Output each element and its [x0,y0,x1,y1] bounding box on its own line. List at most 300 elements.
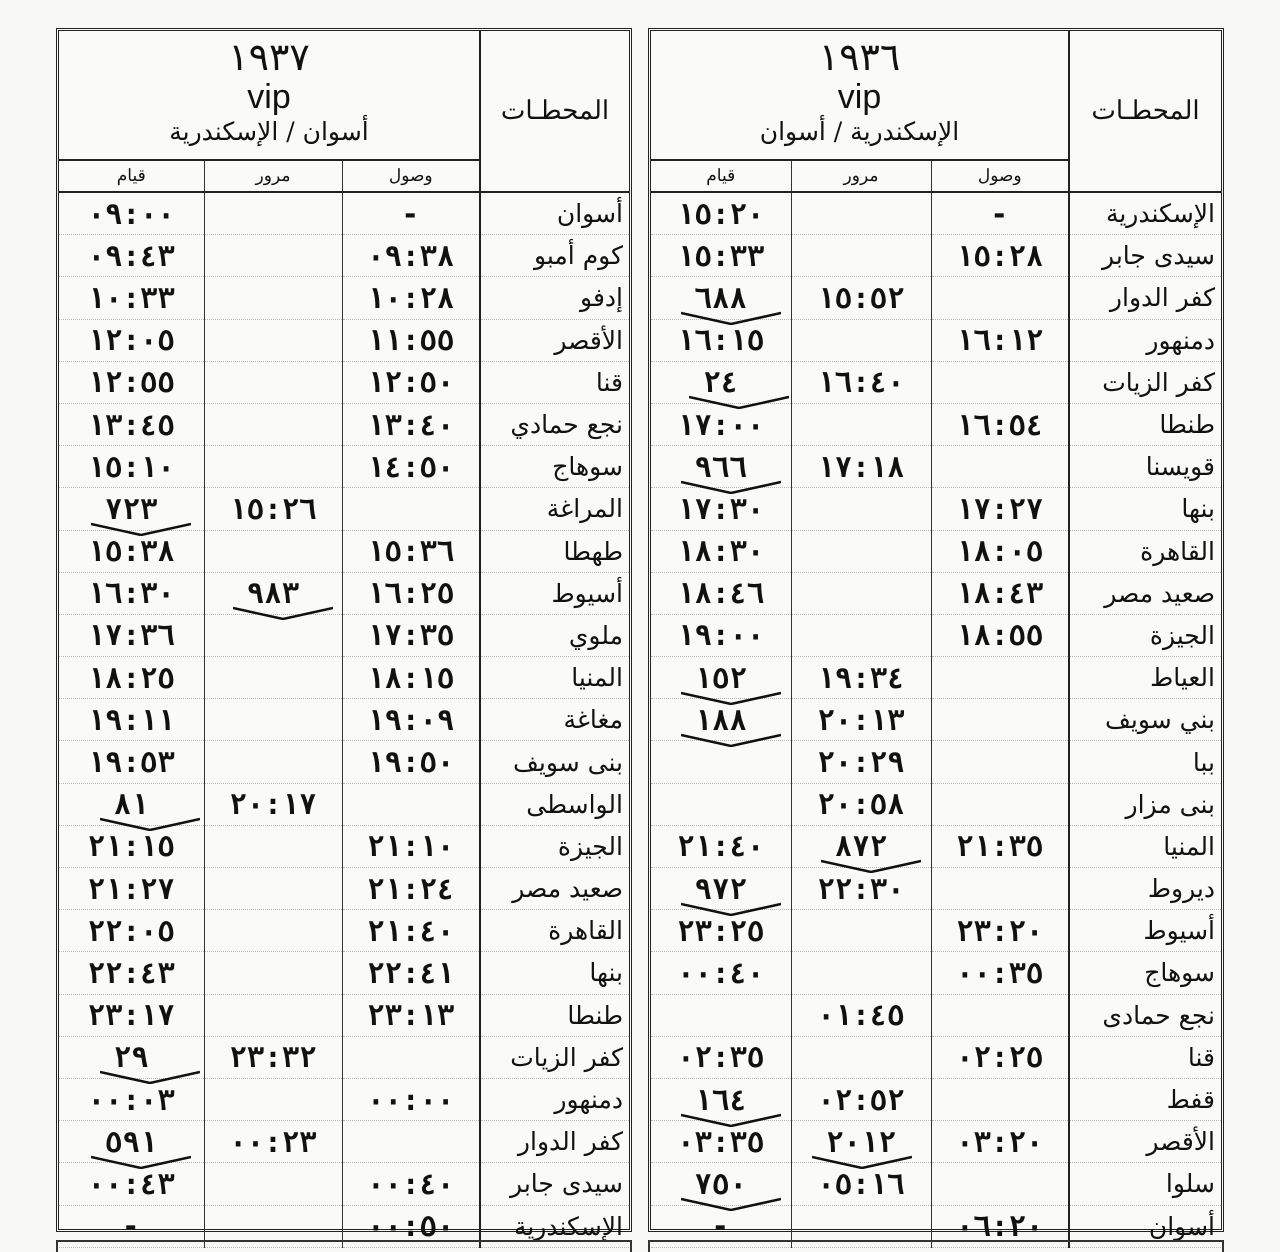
pass-cell [791,1121,931,1163]
station-cell: أسوان [480,192,629,235]
pass-cell: ٢٠:٥٨ [791,783,931,825]
station-cell: ديروط [1069,868,1221,910]
station-cell: قنا [480,361,629,403]
station-cell: طنطا [480,994,629,1036]
timetable-row [651,699,1221,741]
pass-cell [791,488,931,530]
arrival-cell [931,994,1069,1036]
arrival-cell: ٠٩:٣٨ [342,235,480,277]
pass-cell: ٢٢:٣٠ [791,868,931,910]
departure-cell [651,1078,791,1120]
timetable-row [651,783,1221,825]
next-table-edge [56,1240,632,1252]
station-cell: أسيوط [1069,910,1221,952]
arrival-cell: ٢٣:٢٠ [931,910,1069,952]
station-cell: بنها [1069,488,1221,530]
departure-cell [651,1163,791,1205]
arrival-cell [931,699,1069,741]
timetable-row [59,783,629,825]
timetable-row [651,741,1221,783]
departure-cell: ١٢:٥٥ [59,361,204,403]
crossing-train-label: ٨٧٢ [834,829,888,864]
timetable-row [59,1163,629,1205]
arrival-cell: ٠٠:٣٥ [931,952,1069,994]
departure-cell: ٢١:٢٧ [59,868,204,910]
pass-cell: ١٥:٢٦ [204,488,342,530]
station-cell: دمنهور [480,1078,629,1120]
departure-cell: ١٩:٠٠ [651,614,791,656]
station-cell: القاهرة [480,910,629,952]
crossing-chevron-icon [681,311,781,325]
pass-cell [204,572,342,614]
arrival-cell: ٢٢:٤١ [342,952,480,994]
pass-cell [204,277,342,319]
timetable-1936 [648,28,1224,1244]
timetable-row [651,446,1221,488]
pass-cell [791,235,931,277]
timetable-row [651,910,1221,952]
pass-cell: ٠٥:١٦ [791,1163,931,1205]
crossing-chevron-icon [100,1070,200,1084]
station-cell: سلوا [1069,1163,1221,1205]
arrival-cell [931,277,1069,319]
station-cell: الجيزة [480,825,629,867]
timetable-row [59,910,629,952]
departure-cell: ٢٣:٢٥ [651,910,791,952]
station-cell: كفر الزيات [1069,361,1221,403]
timetable-row [59,1121,629,1163]
departure-cell: - [59,1205,204,1247]
arrival-cell: ١١:٥٥ [342,319,480,361]
departure-cell [651,741,791,783]
pass-cell [204,614,342,656]
crossing-train-number [114,787,149,821]
station-cell: طنطا [1069,403,1221,445]
arrival-cell: ١٧:٣٥ [342,614,480,656]
arrival-cell: ٢١:٣٥ [931,825,1069,867]
departure-cell: ١٧:٣٦ [59,614,204,656]
arrival-cell: ١٢:٥٠ [342,361,480,403]
departure-cell [59,1036,204,1078]
timetable-row [59,741,629,783]
timetable-row [651,1036,1221,1078]
pass-cell: ١٩:٣٤ [791,657,931,699]
pass-cell [204,446,342,488]
arrival-cell [931,657,1069,699]
pass-cell: ١٥:٥٢ [791,277,931,319]
departure-cell [59,1121,204,1163]
crossing-train-label: ٥٩١ [105,1124,158,1159]
crossing-train-number [695,281,747,315]
departure-cell [651,361,791,403]
crossing-train-number [695,661,747,695]
station-cell: المراغة [480,488,629,530]
timetable-row [651,277,1221,319]
pass-cell [204,361,342,403]
arrival-cell: ١٩:٠٩ [342,699,480,741]
timetable-row [59,488,629,530]
timetable-row [59,319,629,361]
station-cell: المنيا [1069,825,1221,867]
arrival-cell: ١٥:٣٦ [342,530,480,572]
pass-cell: ٢٣:٣٢ [204,1036,342,1078]
pass-cell [204,657,342,699]
train-number: ١٩٣٧ [228,35,310,79]
timetable-row [651,1078,1221,1120]
pass-cell [204,868,342,910]
departure-cell: ١٦:٣٠ [59,572,204,614]
crossing-train-number [695,872,747,906]
timetable-row [651,614,1221,656]
pass-cell [791,319,931,361]
crossing-chevron-icon [681,480,781,494]
station-cell: نجع حمادي [480,403,629,445]
departure-cell: ٢٢:٤٣ [59,952,204,994]
departure-cell: ١٩:١١ [59,699,204,741]
station-cell: أسيوط [480,572,629,614]
crossing-train-number [835,829,887,863]
arrival-cell: ٢١:٢٤ [342,868,480,910]
departure-cell: ٢١:٤٠ [651,825,791,867]
departure-cell: ٠٢:٣٥ [651,1036,791,1078]
departure-cell [59,783,204,825]
arrival-cell: ١٧:٢٧ [931,488,1069,530]
arrival-cell [931,868,1069,910]
timetable-row [59,952,629,994]
crossing-train-label: ١٨٨ [694,702,747,737]
station-cell: بنى مزار [1069,783,1221,825]
departure-cell: ١٥:٣٨ [59,530,204,572]
arrival-cell [342,488,480,530]
departure-cell [651,657,791,699]
crossing-train-number [247,576,299,610]
arrival-cell [931,1078,1069,1120]
crossing-train-number [695,703,747,737]
station-cell: قويسنا [1069,446,1221,488]
timetable-row [59,994,629,1036]
timetable-body [59,192,629,1247]
station-cell: الإسكندرية [480,1205,629,1247]
departure-cell [651,699,791,741]
arrival-cell: ١٨:١٥ [342,657,480,699]
crossing-chevron-icon [689,395,789,409]
station-cell: دمنهور [1069,319,1221,361]
pass-cell [791,825,931,867]
arrival-cell [342,1121,480,1163]
pass-cell [204,994,342,1036]
timetable-row [59,530,629,572]
pass-cell: ٢٠:٢٩ [791,741,931,783]
pass-cell [204,1163,342,1205]
station-cell: إدفو [480,277,629,319]
crossing-train-number [114,1040,149,1074]
departure-cell: ١٥:١٠ [59,446,204,488]
arrival-cell: ٠٠:٠٠ [342,1078,480,1120]
pass-cell: ٠١:٤٥ [791,994,931,1036]
departure-cell [651,868,791,910]
arrival-header: وصول [342,160,480,192]
train-header [59,31,480,160]
station-cell: الأقصر [1069,1121,1221,1163]
timetable-row [651,530,1221,572]
arrival-cell: ١٦:٢٥ [342,572,480,614]
pass-cell [204,403,342,445]
station-cell: ملوي [480,614,629,656]
crossing-train-label: ٨١ [113,787,149,822]
timetable-row [651,1163,1221,1205]
crossing-chevron-icon [821,859,921,873]
stations-header: المحطـات [1069,31,1221,192]
station-cell: الواسطى [480,783,629,825]
crossing-train-label: ٦٨٨ [694,280,747,315]
station-cell: أسوان [1069,1205,1221,1247]
station-cell: طهطا [480,530,629,572]
crossing-train-label: ٢٠١٢ [826,1124,896,1159]
timetable-row [59,868,629,910]
pass-cell [204,319,342,361]
arrival-cell: ٠٠:٤٠ [342,1163,480,1205]
departure-cell: ٠٩:٤٣ [59,235,204,277]
station-cell: الجيزة [1069,614,1221,656]
arrival-cell [342,1036,480,1078]
departure-cell: ١٥:٣٣ [651,235,791,277]
timetable-row [651,319,1221,361]
arrival-cell: ١٤:٥٠ [342,446,480,488]
station-cell: نجع حمادى [1069,994,1221,1036]
crossing-train-number [695,1167,747,1201]
crossing-train-number [703,365,738,399]
arrival-cell: ٢٣:١٣ [342,994,480,1036]
station-cell: سوهاج [1069,952,1221,994]
departure-header: قيام [651,160,791,192]
arrival-cell [342,783,480,825]
departure-cell [651,783,791,825]
station-cell: بني سويف [1069,699,1221,741]
pass-cell [204,910,342,952]
station-cell: الأقصر [480,319,629,361]
timetable-row [59,825,629,867]
arrival-cell: ١٨:٥٥ [931,614,1069,656]
pass-cell [204,192,342,235]
timetable-row [59,572,629,614]
arrival-cell: ٠٣:٢٠ [931,1121,1069,1163]
station-cell: قفط [1069,1078,1221,1120]
crossing-train-label: ٩٧٢ [694,871,747,906]
timetable-row [59,699,629,741]
pass-header: مرور [204,160,342,192]
station-cell: كفر الدوار [480,1121,629,1163]
crossing-train-number [695,450,747,484]
departure-cell: ١٧:٣٠ [651,488,791,530]
departure-cell: - [651,1205,791,1247]
timetable-1937 [56,28,632,1244]
arrival-cell: ١٥:٢٨ [931,235,1069,277]
timetable-row [651,952,1221,994]
departure-cell: ١٠:٣٣ [59,277,204,319]
crossing-chevron-icon [812,1155,912,1169]
station-cell: صعيد مصر [480,868,629,910]
departure-cell: ٢٣:١٧ [59,994,204,1036]
train-number: ١٩٣٦ [818,35,901,79]
train-route: أسوان / الإسكندرية [169,117,369,146]
timetable-row [651,361,1221,403]
pass-cell: ١٧:١٨ [791,446,931,488]
timetable-row [59,277,629,319]
arrival-cell: ١٩:٥٠ [342,741,480,783]
pass-cell: ٠٢:٥٢ [791,1078,931,1120]
departure-cell: ٠٠:٠٣ [59,1078,204,1120]
crossing-chevron-icon [91,522,191,536]
timetable-row [59,1078,629,1120]
crossing-train-label: ١٦٤ [694,1082,747,1117]
crossing-train-label: ٢٤ [703,365,739,400]
departure-cell: ١٦:١٥ [651,319,791,361]
crossing-chevron-icon [681,902,781,916]
pass-cell [204,1078,342,1120]
next-table-edge [648,1240,1224,1252]
timetable-row [651,825,1221,867]
departure-cell: ١٣:٤٥ [59,403,204,445]
pass-cell [791,1036,931,1078]
arrival-cell [931,446,1069,488]
departure-cell: ١٧:٠٠ [651,403,791,445]
timetable-row [59,1036,629,1078]
departure-cell: ٠٩:٠٠ [59,192,204,235]
timetable-row [651,657,1221,699]
crossing-train-label: ٧٥٠ [694,1166,747,1201]
station-cell: القاهرة [1069,530,1221,572]
departure-cell [651,446,791,488]
pass-cell [204,825,342,867]
train-class: vip [837,78,882,116]
crossing-train-number [695,1083,747,1117]
timetable-row [651,868,1221,910]
station-cell: المنيا [480,657,629,699]
train-header [651,31,1069,160]
crossing-train-number [105,492,157,526]
station-cell: بنى سويف [480,741,629,783]
train-class: vip [247,78,291,116]
arrival-cell: - [931,192,1069,235]
timetable-row [651,572,1221,614]
arrival-cell: ١٠:٢٨ [342,277,480,319]
timetable-row [651,403,1221,445]
pass-cell: ٢٠:١٧ [204,783,342,825]
station-cell: قنا [1069,1036,1221,1078]
pass-cell: ٢٠:١٣ [791,699,931,741]
station-cell: كفر الدوار [1069,277,1221,319]
arrival-cell [931,361,1069,403]
arrival-cell: - [342,192,480,235]
timetable-row [59,614,629,656]
pass-cell [791,614,931,656]
departure-cell: ١٨:٣٠ [651,530,791,572]
crossing-chevron-icon [681,1197,781,1211]
pass-cell [204,530,342,572]
crossing-train-label: ٧٢٣ [105,491,158,526]
crossing-train-label: ٩٨٣ [246,576,300,611]
pass-cell [204,952,342,994]
stations-header: المحطـات [480,31,629,192]
pass-cell [204,699,342,741]
arrival-header: وصول [931,160,1069,192]
timetable-row [59,446,629,488]
pass-cell [791,572,931,614]
crossing-train-number [826,1125,896,1159]
timetable-row [651,488,1221,530]
station-cell: مغاغة [480,699,629,741]
arrival-cell: ٢١:٤٠ [342,910,480,952]
arrival-cell: ٠٢:٢٥ [931,1036,1069,1078]
crossing-train-label: ١٥٢ [694,660,747,695]
departure-header: قيام [59,160,204,192]
timetable-row [651,235,1221,277]
station-cell: سوهاج [480,446,629,488]
departure-cell: ٢٢:٠٥ [59,910,204,952]
station-cell: العياط [1069,657,1221,699]
departure-cell: ١٨:٤٦ [651,572,791,614]
station-cell: بنها [480,952,629,994]
crossing-chevron-icon [100,817,200,831]
pass-cell [791,192,931,235]
pass-cell: ٠٠:٢٣ [204,1121,342,1163]
pass-cell [791,403,931,445]
crossing-chevron-icon [91,1155,191,1169]
pass-cell [204,235,342,277]
station-cell: كفر الزيات [480,1036,629,1078]
timetable-row [651,1121,1221,1163]
timetable-row [59,403,629,445]
timetable-row [651,192,1221,235]
timetable-row [59,361,629,403]
arrival-cell [931,783,1069,825]
timetable-row [59,657,629,699]
departure-cell [59,488,204,530]
station-cell: صعيد مصر [1069,572,1221,614]
departure-cell: ٢١:١٥ [59,825,204,867]
timetable-row [59,192,629,235]
arrival-cell: ٠٦:٢٠ [931,1205,1069,1247]
pass-cell: ١٦:٤٠ [791,361,931,403]
arrival-cell: ١٣:٤٠ [342,403,480,445]
arrival-cell [931,1163,1069,1205]
pass-header: مرور [791,160,931,192]
departure-cell: ٠٠:٤٠ [651,952,791,994]
crossing-train-label: ٢٩ [113,1040,149,1075]
station-cell: كوم أمبو [480,235,629,277]
arrival-cell: ١٨:٠٥ [931,530,1069,572]
timetable-body [651,192,1221,1247]
arrival-cell: ٠٠:٥٠ [342,1205,480,1247]
departure-cell: ٠٣:٣٥ [651,1121,791,1163]
station-cell: سيدى جابر [480,1163,629,1205]
departure-cell [651,277,791,319]
departure-cell: ١٨:٢٥ [59,657,204,699]
station-cell: ببا [1069,741,1221,783]
timetable-row [651,994,1221,1036]
pass-cell [791,910,931,952]
departure-cell: ٠٠:٤٣ [59,1163,204,1205]
crossing-chevron-icon [681,733,781,747]
train-route: الإسكندرية / أسوان [759,117,960,146]
crossing-chevron-icon [681,1113,781,1127]
departure-cell: ١٢:٠٥ [59,319,204,361]
pass-cell [204,741,342,783]
arrival-cell [931,741,1069,783]
arrival-cell: ٢١:١٠ [342,825,480,867]
departure-cell: ١٩:٥٣ [59,741,204,783]
crossing-chevron-icon [233,606,333,620]
